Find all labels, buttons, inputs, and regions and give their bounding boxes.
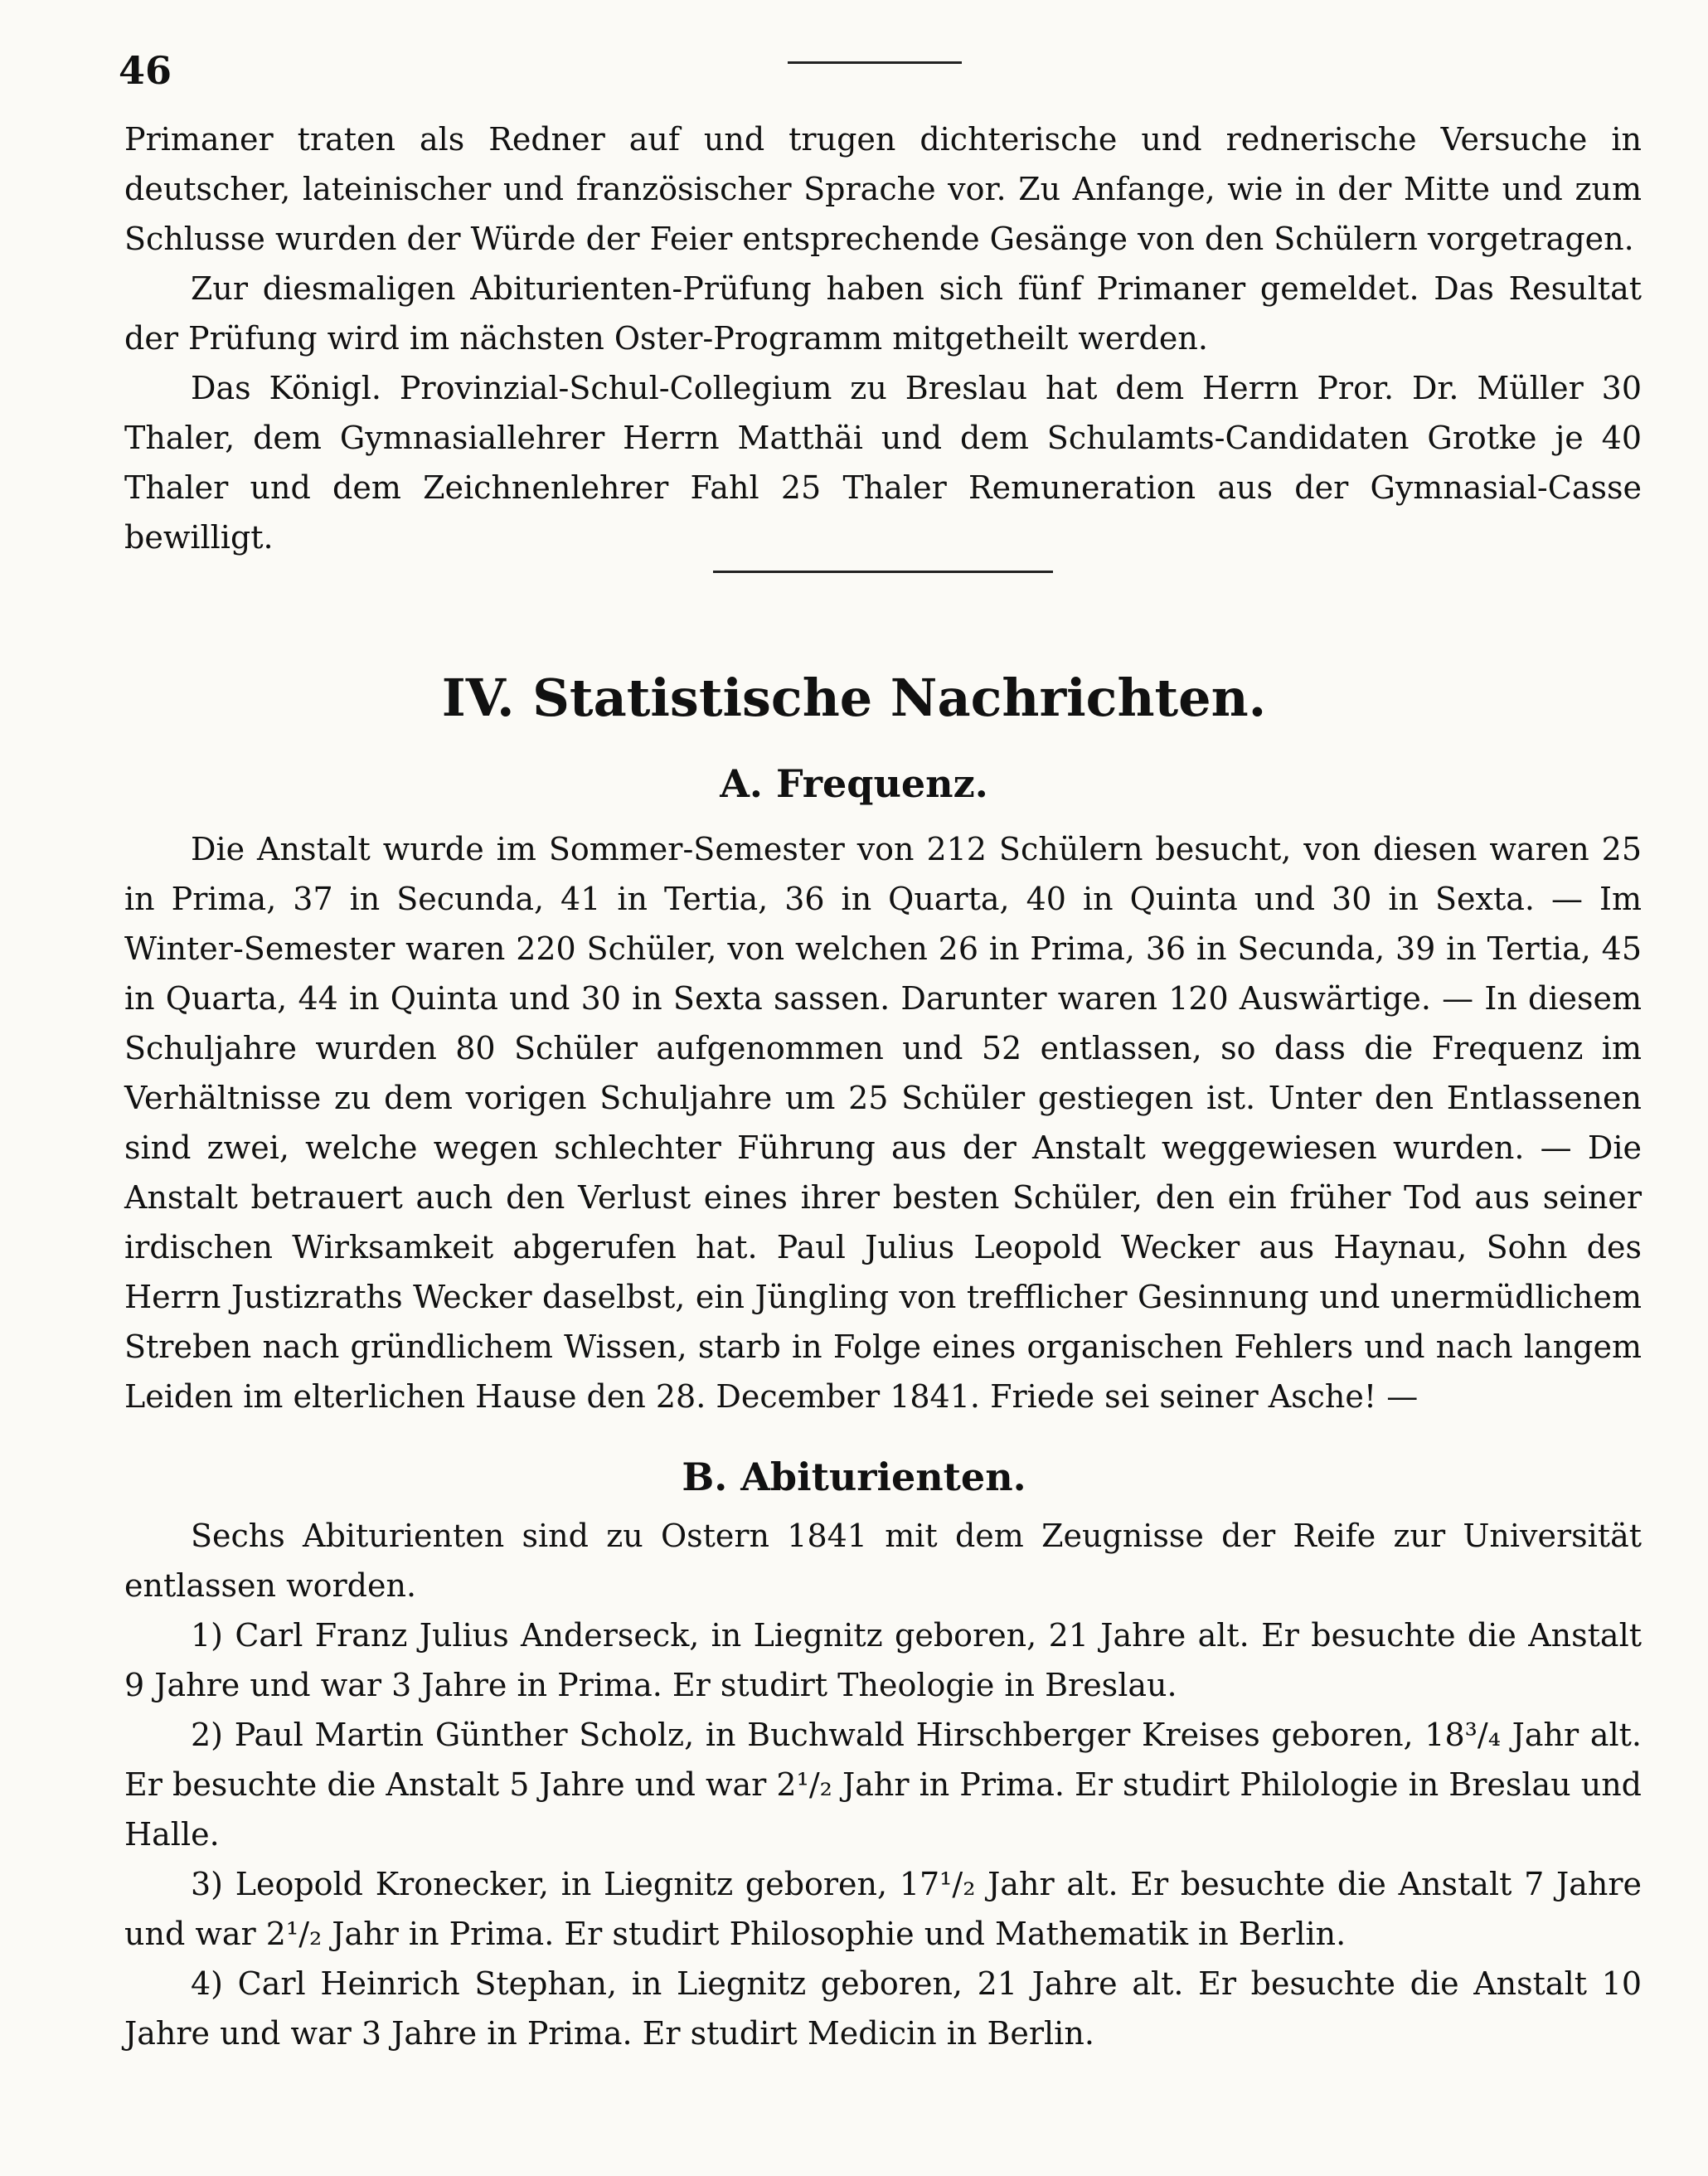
list-item: 1) Carl Franz Julius Anderseck, in Liegnitz geboren, 21 Jahre alt. Er besuchte die Anstalt 9 Jahre und war 3 Jahre in Prima. Er studirt Theologie in Breslau.	[124, 1617, 1642, 1703]
frequenz-body	[124, 824, 1642, 1421]
page-number: 46	[119, 48, 172, 93]
list-item: 3) Leopold Kronecker, in Liegnitz geboren, 17¹/₂ Jahr alt. Er besuchte die Anstalt 7 Jahre und war 2¹/₂ Jahr in Prima. Er studirt Philosophie und Mathematik in Berlin.	[124, 1866, 1642, 1952]
subsection-heading-frequenz: A. Frequenz.	[720, 761, 988, 806]
top-divider	[788, 61, 962, 64]
list-item: 2) Paul Martin Günther Scholz, in Buchwald Hirschberger Kreises geboren, 18³/₄ Jahr alt. Er besuchte die Anstalt 5 Jahre und war 2¹/₂ Jahr in Prima. Er studirt Philologie in Breslau und Halle.	[124, 1717, 1642, 1853]
paragraph: Primaner traten als Redner auf und trugen dichterische und rednerische Versuche in deutscher, lateinischer und französischer Sprache vor. Zu Anfange, wie in der Mitte und zum Schlusse wurden der Würde der Feier entsprechende Gesänge von den Schülern vorgetragen.	[124, 121, 1642, 257]
paragraph: Zur diesmaligen Abiturienten-Prüfung haben sich fünf Primaner gemeldet. Das Resultat der Prüfung wird im nächsten Oster-Programm mitgetheilt werden.	[124, 270, 1642, 357]
section-heading: IV. Statistische Nachrichten.	[441, 668, 1267, 728]
paragraph: Die Anstalt wurde im Sommer-Semester von 212 Schülern besucht, von diesen waren 25 in Prima, 37 in Secunda, 41 in Tertia, 36 in Quarta, 40 in Quinta und 30 in Sexta. — Im Winter-Semester waren 220 Schüler, von welchen 26 in Prima, 36 in Secunda, 39 in Tertia, 45 in Quarta, 44 in Quinta und 30 in Sexta sassen. Darunter waren 120 Auswärtige. — In diesem Schuljahre wurden 80 Schüler aufgenommen und 52 entlassen, so dass die Frequenz im Verhältnisse zu dem vorigen Schuljahre um 25 Schüler gestiegen ist. Unter den Entlassenen sind zwei, welche wegen schlechter Führung aus der Anstalt weggewiesen wurden. — Die Anstalt betrauert auch den Verlust eines ihrer besten Schüler, den ein früher Tod aus seiner irdischen Wirksamkeit abgerufen hat. Paul Julius Leopold Wecker aus Haynau, Sohn des Herrn Justizraths Wecker daselbst, ein Jüngling von trefflicher Gesinnung und unermüdlichem Streben nach gründlichem Wissen, starb in Folge eines organischen Fehlers und nach langem Leiden im elterlichen Hause den 28. December 1841. Friede sei seiner Asche! —	[124, 831, 1642, 1415]
section-continuation	[124, 114, 1642, 562]
subsection-heading-abiturienten: B. Abiturienten.	[682, 1455, 1026, 1499]
abiturienten-body	[124, 1511, 1642, 2058]
paragraph: Sechs Abiturienten sind zu Ostern 1841 mit dem Zeugnisse der Reife zur Universität entlassen worden.	[124, 1518, 1642, 1604]
list-item: 4) Carl Heinrich Stephan, in Liegnitz geboren, 21 Jahre alt. Er besuchte die Anstalt 10 Jahre und war 3 Jahre in Prima. Er studirt Medicin in Berlin.	[124, 1965, 1642, 2052]
section-divider	[713, 571, 1053, 573]
paragraph: Das Königl. Provinzial-Schul-Collegium zu Breslau hat dem Herrn Pror. Dr. Müller 30 Thaler, dem Gymnasiallehrer Herrn Matthäi und dem Schulamts-Candidaten Grotke je 40 Thaler und dem Zeichnenlehrer Fahl 25 Thaler Remuneration aus der Gymnasial-Casse bewilligt.	[124, 370, 1642, 556]
